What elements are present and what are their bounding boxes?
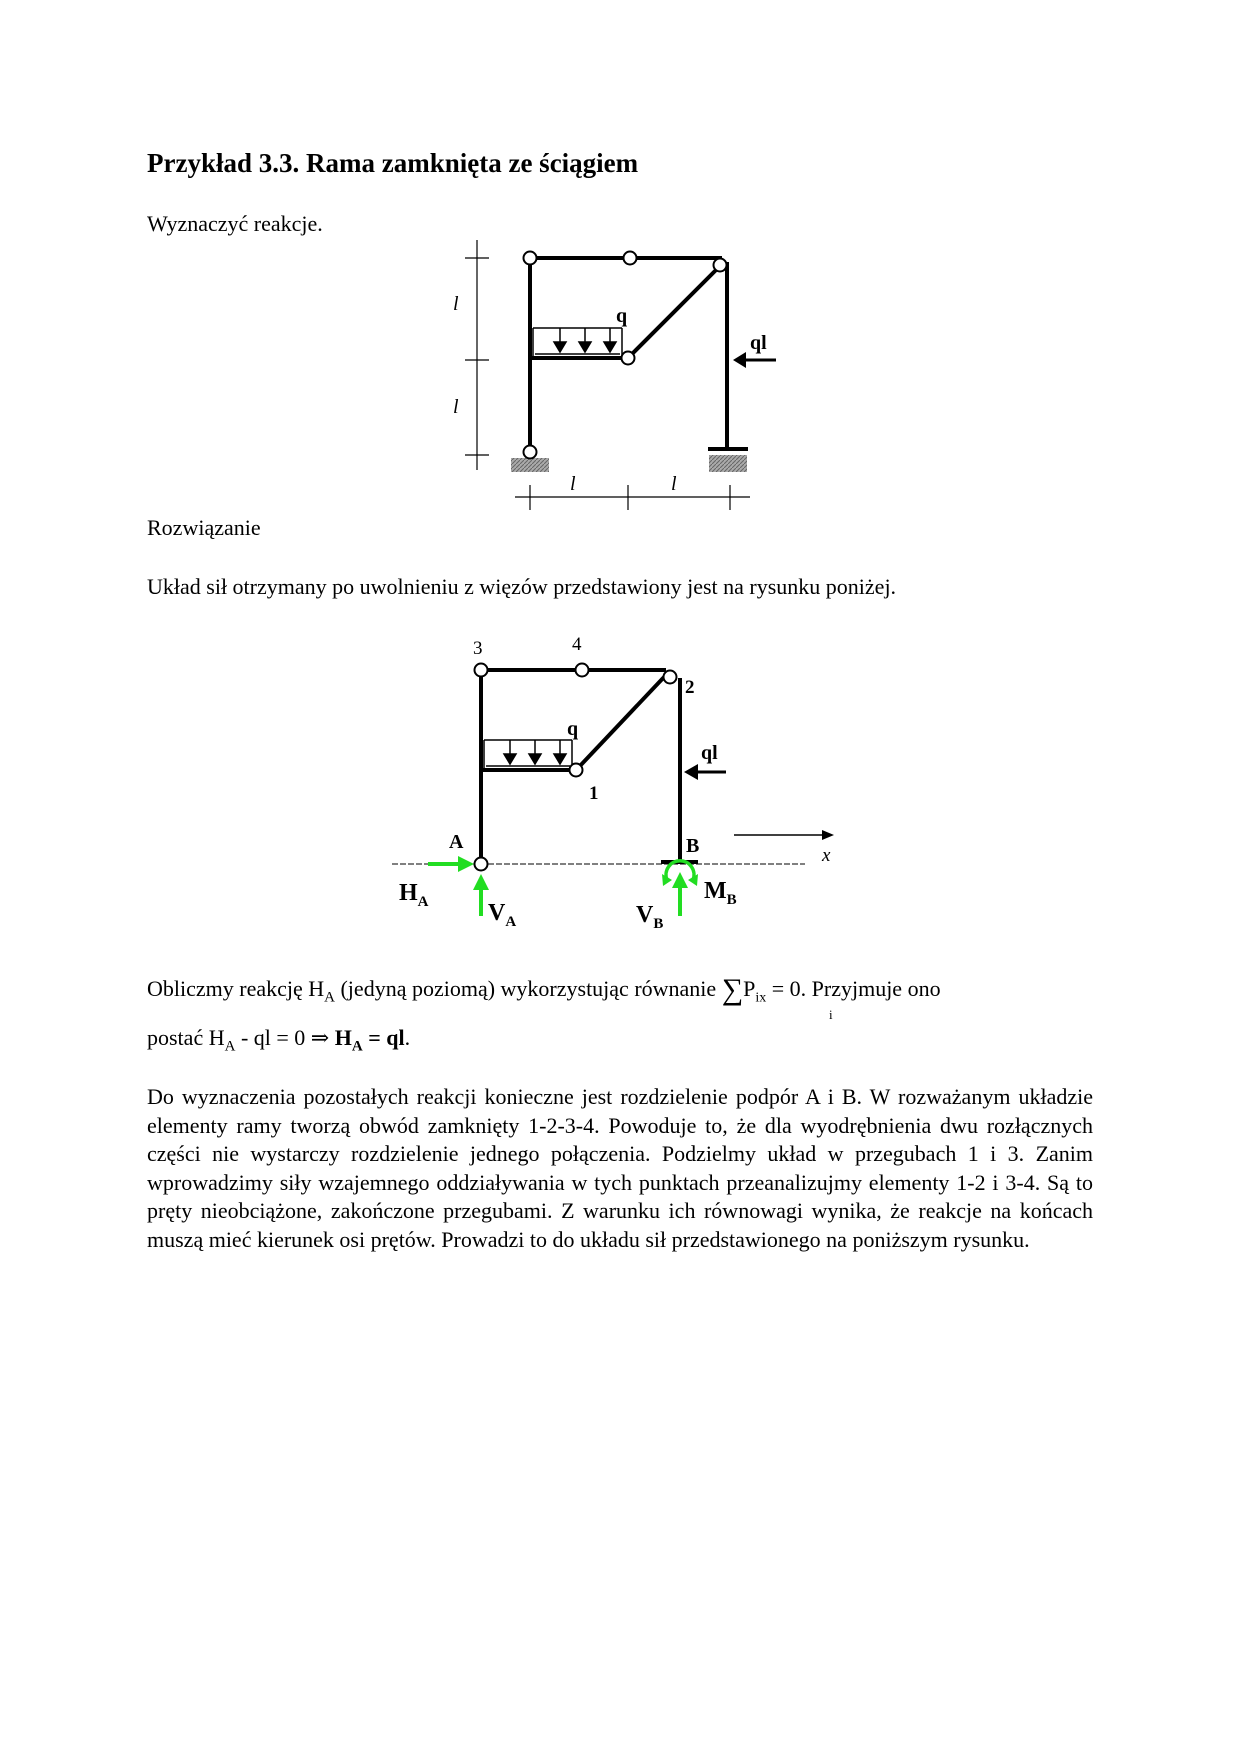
x-axis-label: x xyxy=(822,845,831,866)
page-title: Przykład 3.3. Rama zamknięta ze ściągiem xyxy=(147,148,639,178)
node-label-1: 1 xyxy=(589,783,599,804)
node-label-2: 2 xyxy=(685,677,695,698)
horizontal-dimension xyxy=(515,485,750,510)
reaction-VB-arrow xyxy=(672,872,688,916)
reaction-VA-arrow xyxy=(473,874,489,916)
fbd-load-ql-label: ql xyxy=(701,742,718,764)
reaction-HA-arrow xyxy=(428,856,474,872)
dim-label-top: l xyxy=(453,293,459,315)
hinges xyxy=(524,252,727,459)
support-label-A: A xyxy=(449,831,464,853)
dim-label-right: l xyxy=(671,473,677,495)
equation-line-1: Obliczmy reakcję $H_A$ (jedyną poziomą) wykorzystując równanie $\sum P_{ix} = 0$. Przyjmuje ono xyxy=(147,973,941,1006)
support-label-B: B xyxy=(686,835,700,857)
x-axis-arrow xyxy=(734,830,834,840)
free-body-diagram xyxy=(385,625,845,930)
node-label-3: 3 xyxy=(473,638,483,659)
solution-heading: Rozwiązanie xyxy=(147,515,261,540)
point-load-ql xyxy=(733,352,776,368)
node-label-4: 4 xyxy=(572,634,582,655)
pinned-support-A xyxy=(511,458,549,472)
dim-label-left: l xyxy=(570,473,576,495)
label-VA: $V_A$ xyxy=(488,900,517,930)
vertical-dimension xyxy=(465,240,489,470)
sum-symbol: ∑ xyxy=(721,973,744,1006)
task-text: Wyznaczyć reakcje. xyxy=(147,211,323,236)
fbd-distributed-load xyxy=(484,740,572,770)
label-VB: $V_B$ xyxy=(636,902,664,930)
fbd-point-load-ql xyxy=(684,764,726,780)
intro-sentence: Układ sił otrzymany po uwolnieniu z więzów przedstawiony jest na rysunku poniżej. xyxy=(147,574,897,599)
label-MB: $M_B$ xyxy=(704,878,737,908)
load-q-label: q xyxy=(616,305,628,327)
frame-diagram xyxy=(440,235,780,515)
label-HA: $H_A$ xyxy=(399,880,429,910)
fbd-load-q-label: q xyxy=(567,718,579,740)
body-paragraph: Do wyznaczenia pozostałych reakcji konieczne jest rozdzielenie podpór A i B. W rozważanym układzie elementy ramy tworzą obwód zamknięty 1-2-3-4. Powoduje to, że dla wyodrębnienia dwu rozłącznych części nie wystarczy rozdzielenie jednego połączenia. Podzielmy układ w przegubach 1 i 3. Zanim wprowadzimy siły wzajemnego oddziaływania w tych punktach przeanalizujmy elementy 1-2 i 3-4. Są to pręty nieobciążone, zakończone przegubami. Z warunku ich równowagi wynika, że reakcje na końcach muszą mieć kierunek osi prętów. Prowadzi to do układu sił przedstawionego na poniższym rysunku. xyxy=(147,1084,1093,1252)
sum-index: i xyxy=(829,1007,833,1022)
dim-label-bottom: l xyxy=(453,396,459,418)
distributed-load-q xyxy=(533,328,622,358)
equation-line-2: postać $H_A$ - ql = 0 ⇒ $H_A$ = ql. xyxy=(147,1025,411,1055)
fixed-support-B xyxy=(709,455,747,472)
load-ql-label: ql xyxy=(750,332,767,354)
